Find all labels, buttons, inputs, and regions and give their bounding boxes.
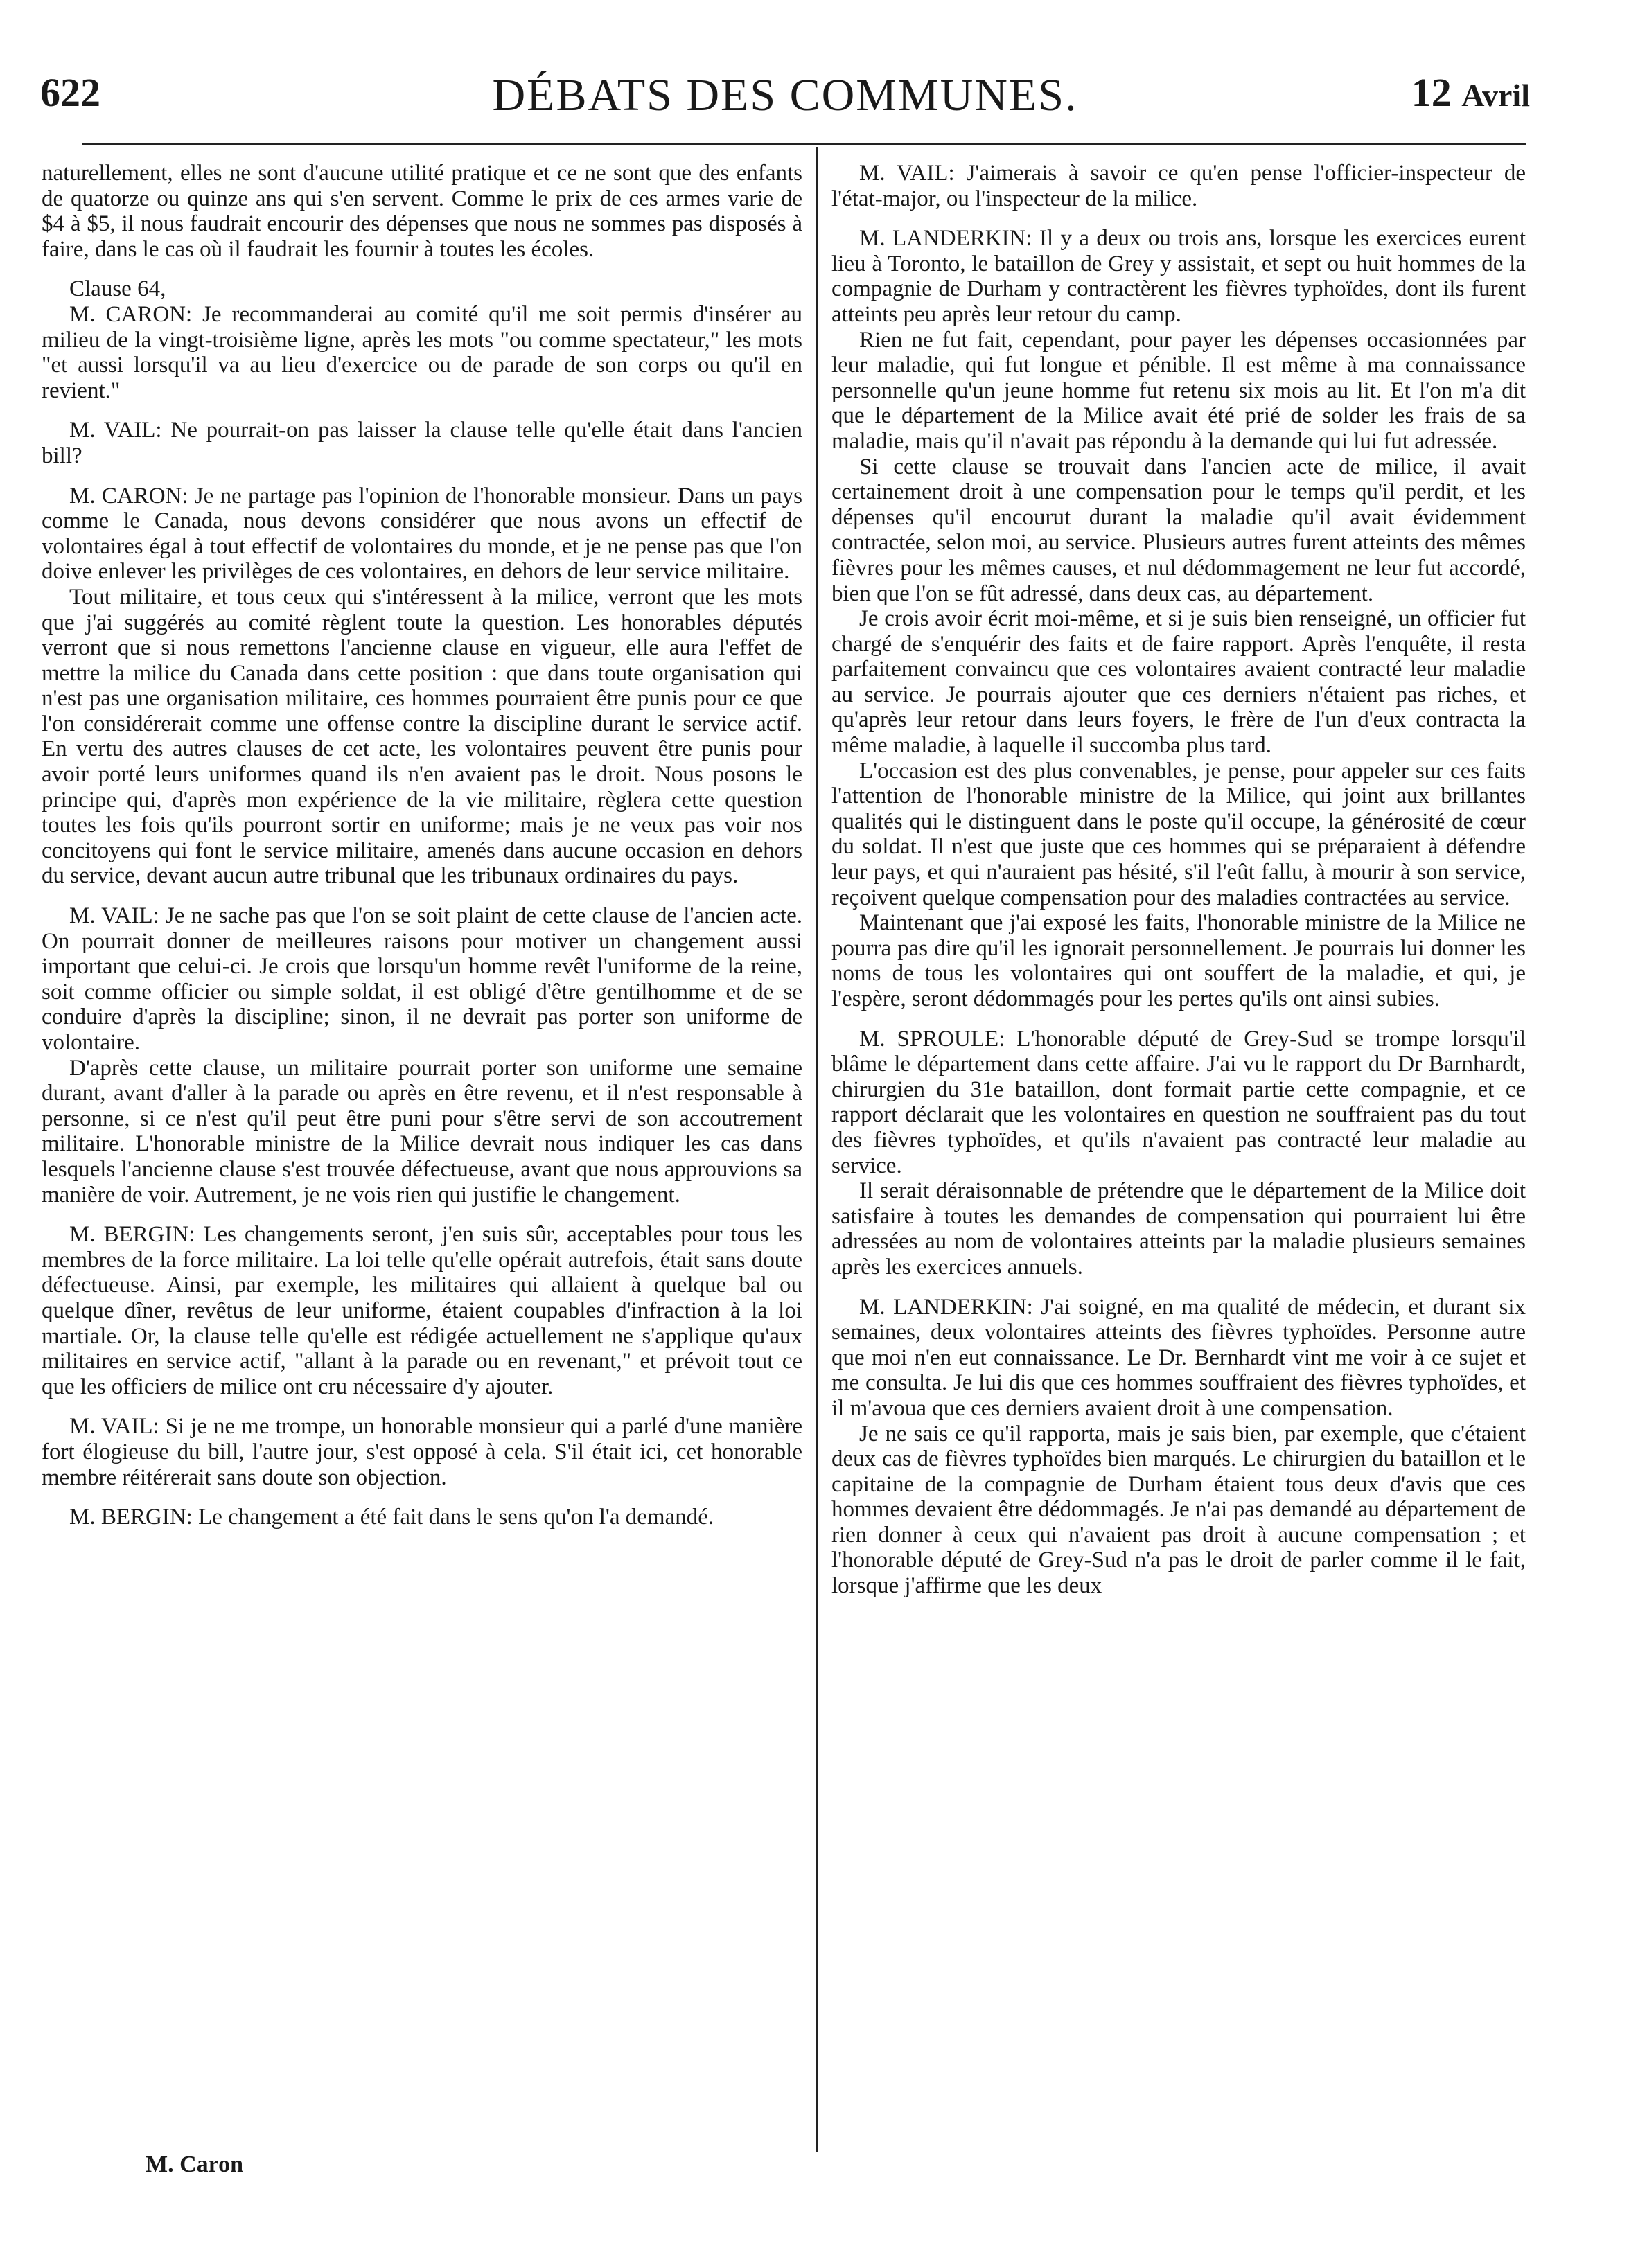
paragraph: Je crois avoir écrit moi-même, et si je suis bien renseigné, un officier fut chargé de s'enquérir des faits et de faire rapport. Après l'enquête, il resta parfaitement convaincu que ces volontaires avaient contracté leur maladie au service. Je pourrais ajouter que ces derniers n'étaient pas riches, et qu'après leur retour dans leurs foyers, le frère de l'un d'eux contracta la même maladie, à laquelle il succomba plus tard. [831,606,1526,759]
paragraph: naturellement, elles ne sont d'aucune utilité pratique et ce ne sont que des enfants de quatorze ou quinze ans qui s'en servent. Comme le prix de ces armes varie de $4 à $5, il nous faudrait encourir des dépenses que nous ne sommes pas disposés à faire, dans le cas où il faudrait les fournir à toutes les écoles. [42,161,802,262]
page-date [1411,69,1530,116]
paragraph: L'occasion est des plus convenables, je pense, pour appeler sur ces faits l'attention de l'honorable ministre de la Milice, qui joint aux brillantes qualités qui le distinguent dans le poste qu'il occupe, la générosité de cœur du soldat. Il n'est que juste que ces hommes qui se préparaient à défendre leur pays, et qui n'auraient pas hésité, s'il l'eût fallu, à mourir à son service, reçoivent quelque compensation pour des maladies contractées au service. [831,758,1526,910]
paragraph: M. VAIL: Si je ne me trompe, un honorable monsieur qui a parlé d'une manière fort élogieuse du bill, l'autre jour, s'est opposé à cela. S'il était ici, cet honorable membre réitérerait sans doute son objection. [42,1414,802,1490]
paragraph: M. LANDERKIN: J'ai soigné, en ma qualité de médecin, et durant six semaines, deux volontaires atteints des fièvres typhoïdes. Personne autre que moi n'en eut connaissance. Le Dr. Bernhardt vint me voir à ce sujet et me consulta. Je lui dis que ces hommes souffraient des fièvres typhoïdes, et il m'avoua que ces derniers avaient droit à une compensation. [831,1294,1526,1421]
running-title: DÉBATS DES COMMUNES. [492,70,1078,121]
paragraph: Clause 64, [69,276,166,302]
paragraph: D'après cette clause, un militaire pourrait porter son uniforme une semaine durant, avant d'aller à la parade ou après en être revenu, et il n'est responsable à personne, si ce n'est qu'il peut être puni pour s'être servi de son accoutrement militaire. L'honorable ministre de la Milice devrait nous indiquer les cas dans lesquels l'ancienne clause s'est trouvée défectueuse, avant que nous approuvions sa manière de voir. Autrement, je ne vois rien qui justifie le changement. [42,1055,802,1207]
paragraph: M. LANDERKIN: Il y a deux ou trois ans, lorsque les exercices eurent lieu à Toronto, le bataillon de Grey y assistait, et sept ou huit hommes de la compagnie de Durham y contractèrent les fièvres typhoïdes, dont ils furent atteints peu après leur retour du camp. [831,226,1526,327]
right-column [831,161,1526,1599]
footer-signature: M. Caron [146,2152,244,2177]
paragraph: M. CARON: Je ne partage pas l'opinion de l'honorable monsieur. Dans un pays comme le Canada, nous devons considérer que nous avons un effectif de volontaires égal à tout effectif de volontaires du monde, et je ne pense pas que l'on doive enlever les privilèges de ces volontaires, en dehors de leur service militaire. [42,483,802,585]
paragraph: Je ne sais ce qu'il rapporta, mais je sais bien, par exemple, que c'étaient deux cas de fièvres typhoïdes bien marqués. Le chirurgien du bataillon et le capitaine de la compagnie de Durham étaient tous deux d'avis que ces hommes devaient être dédommagés. Je n'ai pas demandé au département de rien donner à ceux qui n'avaient pas droit à aucune compensation ; et l'honorable député de Grey-Sud n'a pas le droit de parler comme il le fait, lorsque j'affirme que les deux [831,1421,1526,1599]
date-day: 12 [1411,70,1452,115]
page-number: 622 [40,70,100,115]
paragraph: Maintenant que j'ai exposé les faits, l'honorable ministre de la Milice ne pourra pas dire qu'il les ignorait personnellement. Je pourrais lui donner les noms de tous les volontaires qui ont souffert de la maladie, et qui, je l'espère, seront dédommagés pour les pertes qu'ils ont ainsi subies. [831,910,1526,1011]
paragraph: Il serait déraisonnable de prétendre que le département de la Milice doit satisfaire à toutes les demandes de compensation qui pourraient lui être adressées au nom de volontaires atteints par la maladie plusieurs semaines après les exercices annuels. [831,1178,1526,1279]
date-month: Avril [1461,78,1530,113]
header-rule [82,143,1526,145]
paragraph: M. SPROULE: L'honorable député de Grey-Sud se trompe lorsqu'il blâme le département dans cette affaire. J'ai vu le rapport du Dr Barnhardt, chirurgien du 31e bataillon, dont formait partie cette compagnie, et ce rapport déclarait que les volontaires en question ne souffraient pas du tout des fièvres typhoïdes, et qu'ils n'avaient pas contracté leur maladie au service. [831,1026,1526,1178]
paragraph: Rien ne fut fait, cependant, pour payer les dépenses occasionnées par leur maladie, qui fut longue et pénible. Il est même à ma connaissance personnelle qu'un jeune homme fut retenu six mois au lit. Et l'on m'a dit que le département de la Milice avait été prié de solder les frais de sa maladie, mais qu'il n'avait pas répondu à la demande qui lui fut adressée. [831,327,1526,454]
paragraph: Tout militaire, et tous ceux qui s'intéressent à la milice, verront que les mots que j'ai suggérés au comité règlent toute la question. Les honorables députés verront que si nous remettons l'ancienne clause en vigueur, elle aura l'effet de mettre la milice du Canada dans cette position : que dans toute organisation qui n'est pas une organisation militaire, ces hommes pourraient être punis pour ce que l'on considérerait comme une offense contre la discipline durant le service actif. En vertu des autres clauses de cet acte, les volontaires peuvent être punis pour avoir porté leurs uniformes quand ils n'en avaient pas le droit. Nous posons le principe qui, d'après mon expérience de la vie militaire, règlera cette question toutes les fois qu'ils pourront sortir en uniforme; mais je ne veux pas voir nos concitoyens qui font le service militaire, amenés dans aucune occasion en dehors du service, devant aucun autre tribunal que les tribunaux ordinaires du pays. [42,584,802,889]
column-divider [816,147,818,2152]
paragraph: M. VAIL: J'aimerais à savoir ce qu'en pense l'officier-inspecteur de l'état-major, ou l'inspecteur de la milice. [831,161,1526,211]
page-header [40,69,1530,125]
paragraph: M. BERGIN: Le changement a été fait dans le sens qu'on l'a demandé. [69,1505,714,1530]
paragraph: Si cette clause se trouvait dans l'ancien acte de milice, il avait certainement droit à une compensation pour le temps qu'il perdit, et les dépenses qu'il encourut durant la maladie qu'il avait évidemment contractée, selon moi, au service. Plusieurs autres furent atteints des mêmes fièvres pour les mêmes causes, et nul dédommagement ne leur fut accordé, bien que l'on se fût adressé, dans deux cas, au département. [831,454,1526,606]
paragraph: M. VAIL: Je ne sache pas que l'on se soit plaint de cette clause de l'ancien acte. On pourrait donner de meilleures raisons pour motiver un changement aussi important que celui-ci. Je crois que lorsqu'un homme revêt l'uniforme de la reine, soit comme officier ou simple soldat, il est obligé d'être gentilhomme et de se conduire d'après la discipline; sinon, il ne devrait pas porter son uniforme de volontaire. [42,903,802,1055]
paragraph: M. CARON: Je recommanderai au comité qu'il me soit permis d'insérer au milieu de la vingt-troisième ligne, après les mots "ou comme spectateur," les mots "et aussi lorsqu'il va au lieu d'exercice ou de parade de son corps ou qu'il en revient." [42,301,802,403]
paragraph: M. VAIL: Ne pourrait-on pas laisser la clause telle qu'elle était dans l'ancien bill? [42,418,802,468]
paragraph: M. BERGIN: Les changements seront, j'en suis sûr, acceptables pour tous les membres de la force militaire. La loi telle qu'elle opérait autrefois, était sans doute défectueuse. Ainsi, par exemple, les militaires qui allaient à quelque bal ou quelque dîner, revêtus de leur uniforme, étaient coupables d'infraction à la loi martiale. Or, la clause telle qu'elle est rédigée actuellement ne s'applique qu'aux militaires en service actif, "allant à la parade ou en revenant," et prévoit tout ce que les officiers de milice ont cru nécessaire d'y ajouter. [42,1222,802,1399]
left-column [42,161,802,1530]
